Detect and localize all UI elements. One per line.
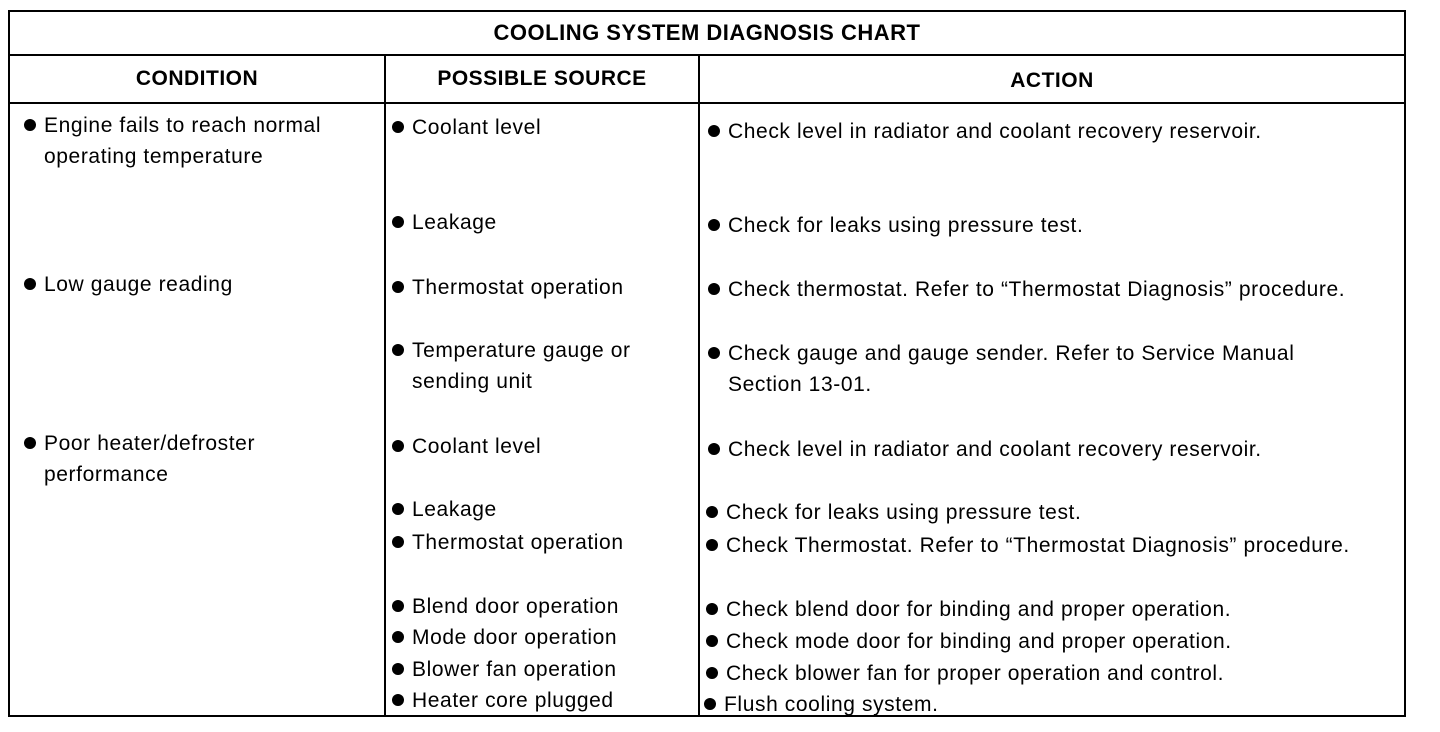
- bullet-icon: [708, 443, 720, 455]
- chart-title: COOLING SYSTEM DIAGNOSIS CHART: [10, 12, 1404, 56]
- source-text: Blend door operation: [412, 595, 619, 618]
- source-text: Thermostat operation: [412, 276, 624, 299]
- source-item: [388, 335, 696, 397]
- source-item: [388, 622, 696, 653]
- source-text: Blower fan operation: [412, 658, 617, 681]
- column-divider-1: [384, 54, 386, 715]
- bullet-icon: [706, 603, 718, 615]
- bullet-icon: [706, 539, 718, 551]
- source-text: Leakage: [412, 498, 497, 521]
- source-item: [388, 685, 696, 716]
- source-item: [388, 527, 696, 558]
- action-text: Check for leaks using pressure test.: [728, 214, 1084, 237]
- action-item: [704, 116, 1344, 147]
- diagnosis-chart: [8, 10, 1406, 717]
- action-item: [704, 210, 1394, 241]
- condition-text: Poor heater/defroster performance: [44, 432, 256, 486]
- bullet-icon: [392, 281, 404, 293]
- action-text: Check thermostat. Refer to “Thermostat Diagnosis” procedure.: [728, 278, 1346, 301]
- action-text: Check blend door for binding and proper operation.: [726, 598, 1232, 621]
- source-item: [388, 654, 696, 685]
- source-text: Coolant level: [412, 116, 542, 139]
- action-item: [702, 626, 1402, 657]
- bullet-icon: [704, 698, 716, 710]
- action-text: Check Thermostat. Refer to “Thermostat Diagnosis” procedure.: [726, 534, 1350, 557]
- source-item: [388, 591, 696, 622]
- bullet-icon: [24, 437, 36, 449]
- bullet-icon: [392, 694, 404, 706]
- action-text: Check blower fan for proper operation and control.: [726, 662, 1225, 685]
- header-action: ACTION: [1010, 69, 1094, 92]
- action-text: Check level in radiator and coolant recovery reservoir.: [728, 438, 1262, 461]
- header-possible-source: POSSIBLE SOURCE: [437, 67, 647, 90]
- condition-item: [20, 428, 320, 490]
- bullet-icon: [392, 121, 404, 133]
- source-text: Temperature gauge or sending unit: [412, 339, 631, 393]
- source-text: Mode door operation: [412, 626, 618, 649]
- bullet-icon: [392, 503, 404, 515]
- action-text: Check gauge and gauge sender. Refer to Service Manual Section 13-01.: [728, 342, 1295, 396]
- action-item: [702, 530, 1362, 561]
- bullet-icon: [392, 663, 404, 675]
- action-item: [702, 658, 1402, 689]
- bullet-icon: [392, 216, 404, 228]
- source-item: [388, 494, 696, 525]
- action-text: Flush cooling system.: [724, 693, 939, 716]
- source-item: [388, 272, 696, 303]
- action-item: [704, 434, 1344, 465]
- action-item: [700, 689, 1400, 720]
- source-text: Leakage: [412, 211, 497, 234]
- condition-item: [20, 269, 350, 300]
- action-item: [702, 594, 1402, 625]
- source-item: [388, 207, 696, 238]
- bullet-icon: [24, 278, 36, 290]
- action-text: Check mode door for binding and proper operation.: [726, 630, 1232, 653]
- source-text: Thermostat operation: [412, 531, 624, 554]
- source-text: Coolant level: [412, 435, 542, 458]
- bullet-icon: [392, 600, 404, 612]
- bullet-icon: [392, 440, 404, 452]
- bullet-icon: [706, 635, 718, 647]
- action-item: [704, 274, 1364, 305]
- column-divider-2: [698, 54, 700, 715]
- action-item: [704, 338, 1344, 400]
- action-text: Check level in radiator and coolant recovery reservoir.: [728, 120, 1262, 143]
- condition-item: [20, 110, 350, 172]
- bullet-icon: [708, 219, 720, 231]
- condition-text: Low gauge reading: [44, 273, 233, 296]
- action-text: Check for leaks using pressure test.: [726, 501, 1082, 524]
- source-text: Heater core plugged: [412, 689, 614, 712]
- bullet-icon: [706, 506, 718, 518]
- bullet-icon: [392, 536, 404, 548]
- bullet-icon: [708, 125, 720, 137]
- source-item: [388, 431, 696, 462]
- header-condition: CONDITION: [135, 67, 259, 90]
- bullet-icon: [392, 344, 404, 356]
- bullet-icon: [708, 347, 720, 359]
- condition-text: Engine fails to reach normal operating temperature: [44, 114, 322, 168]
- action-item: [702, 497, 1392, 528]
- bullet-icon: [392, 631, 404, 643]
- bullet-icon: [708, 283, 720, 295]
- bullet-icon: [706, 667, 718, 679]
- source-item: [388, 112, 696, 143]
- bullet-icon: [24, 119, 36, 131]
